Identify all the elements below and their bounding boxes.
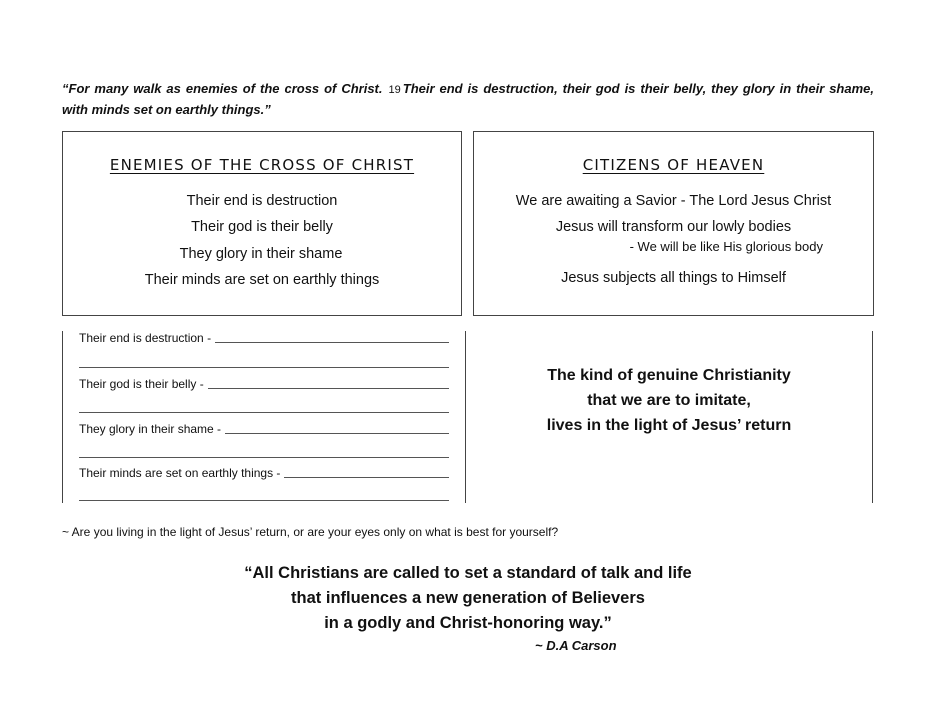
enemies-line: Their minds are set on earthly things <box>144 272 380 288</box>
imitate-line: that we are to imitate, <box>587 392 751 409</box>
answer-blank[interactable] <box>215 341 449 343</box>
answer-blank[interactable] <box>284 476 449 478</box>
enemies-line: Their end is destruction <box>186 193 338 209</box>
verse-number: 19 <box>388 84 401 96</box>
worksheet-panel <box>62 331 466 503</box>
worksheet-row <box>79 466 449 480</box>
enemies-line: Their god is their belly <box>191 219 333 235</box>
citizens-line: Jesus subjects all things to Himself <box>561 270 786 286</box>
imitate-panel <box>466 331 873 503</box>
quote-line: “All Christians are called to set a standard of talk and life <box>244 564 692 582</box>
worksheet-row <box>79 331 449 345</box>
citizens-line: - We will be like His glorious body <box>629 239 823 254</box>
citizens-box <box>473 131 874 316</box>
imitate-line: lives in the light of Jesus’ return <box>546 417 792 434</box>
worksheet-row <box>79 422 449 436</box>
verse-part-1: “For many walk as enemies of the cross of Christ. <box>62 81 383 96</box>
verse-text <box>62 79 874 119</box>
citizens-line: We are awaiting a Savior - The Lord Jesus Christ <box>515 193 832 209</box>
worksheet-prompt: Their end is destruction - <box>79 331 212 345</box>
worksheet-prompt: Their god is their belly - <box>79 377 204 391</box>
answer-blank[interactable] <box>208 387 449 389</box>
worksheet-row <box>79 377 449 391</box>
verse-part-2: Their end is destruction, their god is their belly, they glory in their shame, with minds set on earthly things.” <box>62 81 875 117</box>
reflection-question: ~ Are you living in the light of Jesus’ return, or are your eyes only on what is best for yourself? <box>62 525 559 539</box>
quote-author: ~ D.A Carson <box>535 638 617 653</box>
answer-blank[interactable] <box>225 432 449 434</box>
enemies-box <box>62 131 462 316</box>
answer-blank[interactable] <box>79 367 449 368</box>
worksheet-prompt: They glory in their shame - <box>79 422 222 436</box>
enemies-box-title: ENEMIES OF THE CROSS OF CHRIST <box>109 156 415 174</box>
answer-blank[interactable] <box>79 457 449 458</box>
imitate-line: The kind of genuine Christianity <box>547 367 791 384</box>
worksheet-prompt: Their minds are set on earthly things - <box>79 466 281 480</box>
enemies-line: They glory in their shame <box>179 246 343 262</box>
carson-quote <box>0 561 936 636</box>
answer-blank[interactable] <box>79 500 449 501</box>
quote-line: in a godly and Christ-honoring way.” <box>324 614 612 632</box>
quote-line: that influences a new generation of Believers <box>291 589 645 607</box>
answer-blank[interactable] <box>79 412 449 413</box>
citizens-line: Jesus will transform our lowly bodies <box>555 219 792 235</box>
imitate-text <box>466 363 872 438</box>
citizens-box-title: CITIZENS OF HEAVEN <box>582 156 765 174</box>
